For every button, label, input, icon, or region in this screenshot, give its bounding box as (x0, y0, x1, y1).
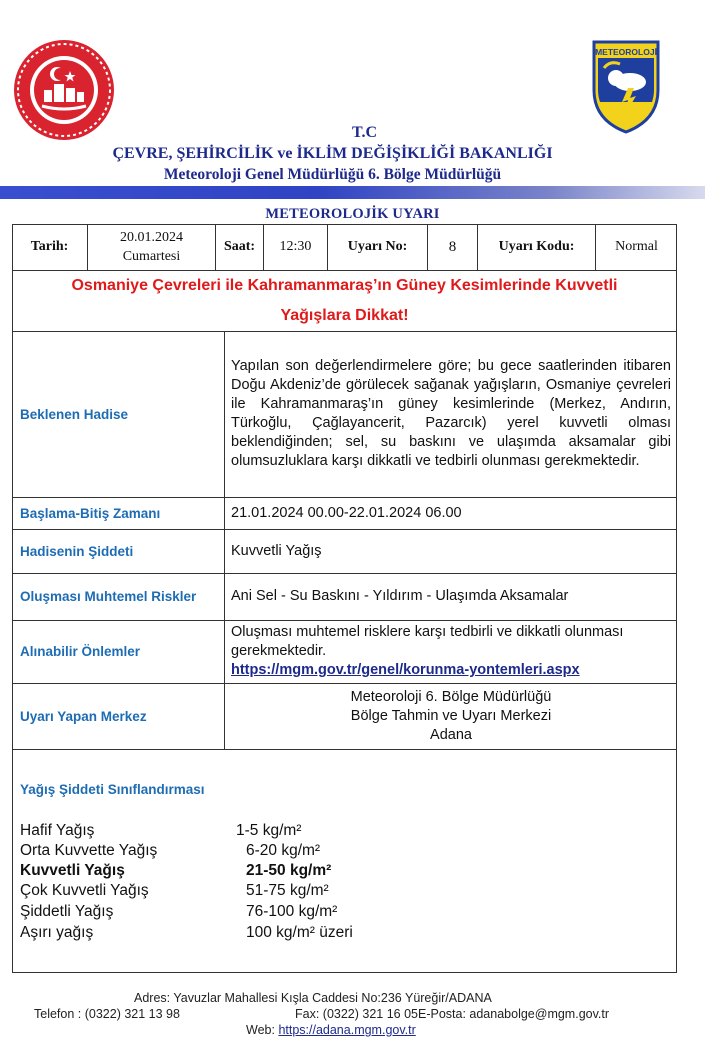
expected-event-label: Beklenen Hadise (20, 406, 129, 422)
meta-row (12, 224, 677, 270)
header-directorate: Meteoroloji Genel Müdürlüğü 6. Bölge Müdürlüğü (163, 166, 502, 183)
logo-text: METEOROLOJİ (595, 47, 657, 57)
footer-fax-email: Fax: (0322) 321 16 05E-Posta: adanabolge@mgm.gov.tr (295, 1007, 610, 1021)
class-name: Şiddetli Yağış (20, 903, 114, 920)
period-label: Başlama-Bitiş Zamanı (20, 505, 161, 521)
day-value: Cumartesi (122, 249, 181, 264)
risks-value: Ani Sel - Su Baskını - Yıldırım - Ulaşımda Aksamalar (231, 588, 569, 604)
footer-web-label: Web: (246, 1023, 275, 1037)
risks-label: Oluşması Muhtemel Riskler (20, 589, 197, 604)
document-title: METEOROLOJİK UYARI (265, 206, 440, 222)
class-name: Kuvvetli Yağış (20, 862, 125, 879)
measures-cell (231, 620, 671, 683)
center-line2: Bölge Tahmin ve Uyarı Merkezi (350, 707, 552, 724)
warning-code-label: Uyarı Kodu: (478, 224, 596, 270)
warning-no-value: 8 (428, 224, 478, 270)
measures-text: Oluşması muhtemel risklere karşı tedbirli ve dikkatli olunması gerekmektedir. (231, 624, 624, 659)
alert-title (12, 270, 677, 331)
footer-web (246, 1023, 416, 1037)
divider (12, 749, 677, 750)
alert-title-line1: Osmaniye Çevreleri ile Kahramanmaraş’ın Güney Kesimlerinde Kuvvetli (71, 276, 618, 294)
classification-title: Yağış Şiddeti Sınıflandırması (20, 782, 205, 797)
time-label: Saat: (216, 224, 264, 270)
warning-no-label: Uyarı No: (328, 224, 428, 270)
date-cell (88, 224, 216, 270)
class-value: 1-5 kg/m² (236, 822, 302, 839)
footer-address: Adres: Yavuzlar Mahallesi Kışla Caddesi No:236 Yüreğir/ADANA (134, 991, 492, 1005)
footer-web-link[interactable]: https://adana.mgm.gov.tr (278, 1023, 416, 1037)
class-name: Çok Kuvvetli Yağış (20, 882, 149, 899)
time-value: 12:30 (264, 224, 328, 270)
center-cell (231, 683, 671, 749)
center-line1: Meteoroloji 6. Bölge Müdürlüğü (350, 688, 552, 705)
center-line3: Adana (430, 726, 472, 743)
center-label: Uyarı Yapan Merkez (20, 708, 147, 724)
measures-link[interactable]: https://mgm.gov.tr/genel/korunma-yontemleri.aspx (231, 662, 580, 678)
class-name: Hafif Yağış (20, 822, 95, 839)
class-value: 100 kg/m² üzeri (246, 924, 353, 941)
class-value: 21-50 kg/m² (246, 862, 332, 879)
expected-event-text: Yapılan son değerlendirmelere göre; bu gece saatlerinden itibaren Doğu Akdeniz’de görülecek sağanak yağışların, Osmaniye çevreleri ile Kahramanmaraş’ın güney kesimlerinde (Merkez, Andırın, Türkoğlu, Çağlayancerit, Pazarcık) yerel kuvvetli olması beklendiğinden; sel, su baskını ve ulaşımda aksamalar gibi olumsuzluklara karşı dikkatli ve tedbirli olunması gerekmektedir. (231, 358, 671, 469)
severity-label: Hadisenin Şiddeti (20, 543, 134, 559)
warning-code-value: Normal (615, 239, 658, 254)
class-name: Aşırı yağış (20, 924, 94, 941)
header-band (0, 186, 705, 199)
class-value: 76-100 kg/m² (246, 903, 338, 920)
measures-label: Alınabilir Önlemler (20, 644, 141, 659)
meteoroloji-logo-icon (590, 38, 662, 134)
class-name: Orta Kuvvette Yağış (20, 842, 158, 859)
date-label: Tarih: (12, 224, 88, 270)
header-line-tc: T.C (351, 124, 378, 141)
severity-value: Kuvvetli Yağış (231, 542, 322, 559)
period-value: 21.01.2024 00.00-22.01.2024 06.00 (231, 504, 462, 521)
expected-event-cell (231, 331, 671, 497)
class-value: 51-75 kg/m² (246, 882, 329, 899)
alert-title-line2: Yağışlara Dikkat! (280, 306, 409, 324)
date-value: 20.01.2024 (120, 230, 183, 245)
header-ministry: ÇEVRE, ŞEHİRCİLİK ve İKLİM DEĞİŞİKLİĞİ BAKANLIĞI (112, 145, 553, 162)
class-value: 6-20 kg/m² (246, 842, 321, 859)
column-divider (224, 331, 225, 749)
footer-phone: Telefon : (0322) 321 13 98 (34, 1007, 180, 1021)
